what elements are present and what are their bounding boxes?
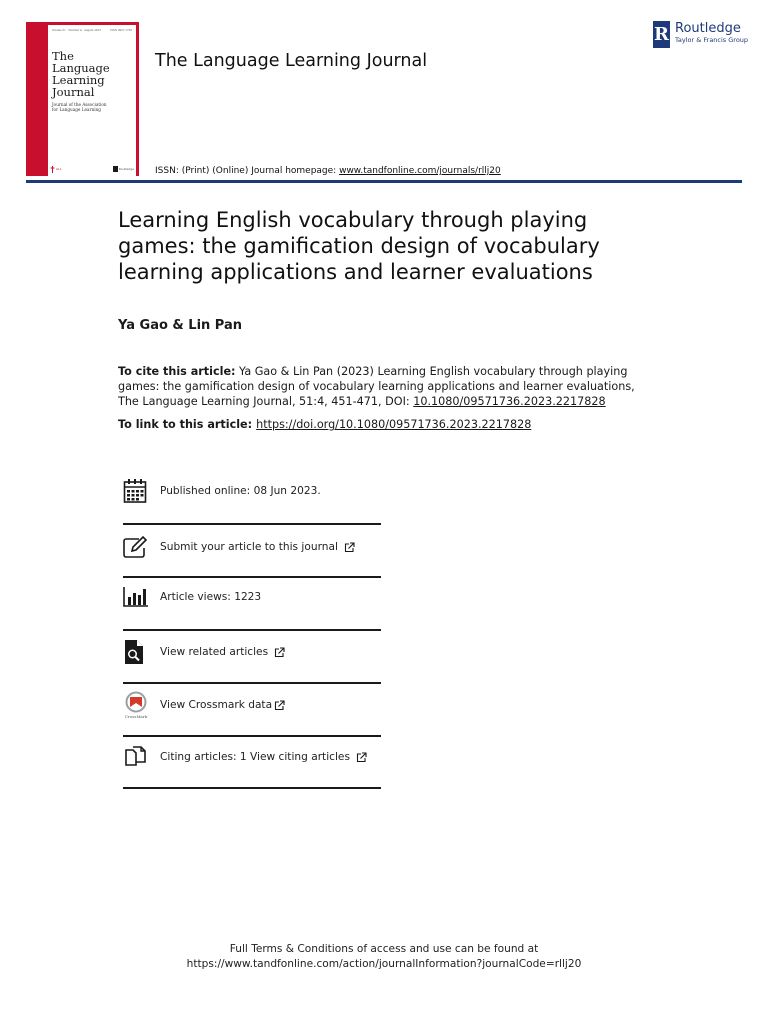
article-link-block: [118, 418, 531, 431]
citing-documents-icon: [123, 743, 153, 771]
journal-cover: [26, 22, 139, 176]
article-views-row: [123, 583, 381, 611]
issn-label: ISSN: (Print) (Online) Journal homepage:: [155, 166, 340, 176]
article-authors: Ya Gao & Lin Pan: [118, 318, 243, 333]
document-search-icon: [123, 638, 153, 666]
external-link-icon: [274, 647, 285, 658]
cover-title: The Language Learning Journal: [52, 49, 110, 99]
header-divider: [26, 180, 742, 183]
citing-articles-row[interactable]: [123, 743, 381, 771]
info-divider: [123, 576, 381, 578]
citation-block: [118, 364, 678, 409]
related-articles-link[interactable]: View related articles: [160, 646, 269, 658]
cover-publisher-logos: [50, 163, 134, 175]
routledge-r-icon: R: [653, 21, 670, 48]
journal-title: The Language Learning Journal: [155, 51, 428, 71]
external-link-icon: [344, 542, 355, 553]
cover-issn: ISSN 0957-1736: [110, 29, 132, 32]
routledge-small-logo: Routledge: [113, 166, 134, 172]
info-divider: [123, 787, 381, 789]
crossmark-row[interactable]: [123, 691, 381, 719]
cover-subtitle: Journal of the Association for Language Learning: [52, 102, 107, 112]
article-views-text: Article views: 1223: [160, 591, 262, 603]
info-divider: [123, 735, 381, 737]
cite-label: To cite this article:: [118, 365, 236, 378]
article-doi-url[interactable]: https://doi.org/10.1080/09571736.2023.2217828: [256, 418, 532, 431]
cover-volume-line: Volume 51 · Number 4 · August 2023: [52, 29, 101, 32]
doi-link[interactable]: 10.1080/09571736.2023.2217828: [413, 395, 606, 408]
journal-homepage-link[interactable]: www.tandfonline.com/journals/rllj20: [339, 166, 501, 176]
cite-text-3: The Language Learning Journal, 51:4, 451-471, DOI:: [118, 395, 414, 408]
issn-line: [155, 166, 501, 176]
link-label: To link to this article:: [118, 418, 253, 431]
journal-cover-panel: [48, 25, 136, 176]
calendar-icon: [123, 477, 153, 505]
terms-footer: [0, 942, 768, 972]
publisher-group: Taylor & Francis Group: [675, 36, 749, 44]
article-title: Learning English vocabulary through playing games: the gamification design of vocabulary learning applications and learner evaluations: [118, 208, 600, 284]
cite-text-1: Ya Gao & Lin Pan (2023) Learning English vocabulary through playing: [235, 365, 628, 378]
external-link-icon: [356, 752, 367, 763]
published-online-row: [123, 477, 381, 505]
published-online-text: Published online: 08 Jun 2023.: [160, 485, 321, 497]
submit-article-row[interactable]: [123, 533, 381, 561]
info-divider: [123, 682, 381, 684]
citing-articles-link[interactable]: Citing articles: 1 View citing articles: [160, 751, 350, 763]
crossmark-logo-text: CrossMark: [124, 714, 148, 719]
publisher-name: Routledge: [675, 21, 741, 36]
terms-text: Full Terms & Conditions of access and use can be found at: [229, 943, 539, 955]
association-logo: ALL: [50, 166, 61, 173]
external-link-icon: [274, 700, 285, 711]
related-articles-row[interactable]: [123, 638, 381, 666]
info-divider: [123, 629, 381, 631]
info-divider: [123, 523, 381, 525]
terms-url[interactable]: https://www.tandfonline.com/action/journalInformation?journalCode=rllj20: [186, 958, 582, 970]
bar-chart-icon: [123, 583, 153, 611]
routledge-logo: [653, 21, 748, 48]
crossmark-icon: [123, 691, 153, 719]
edit-icon: [123, 533, 153, 561]
cite-text-2: games: the gamification design of vocabulary learning applications and learner evaluations,: [118, 380, 635, 393]
submit-article-link[interactable]: Submit your article to this journal: [160, 541, 338, 553]
crossmark-link[interactable]: View Crossmark data: [160, 699, 273, 711]
